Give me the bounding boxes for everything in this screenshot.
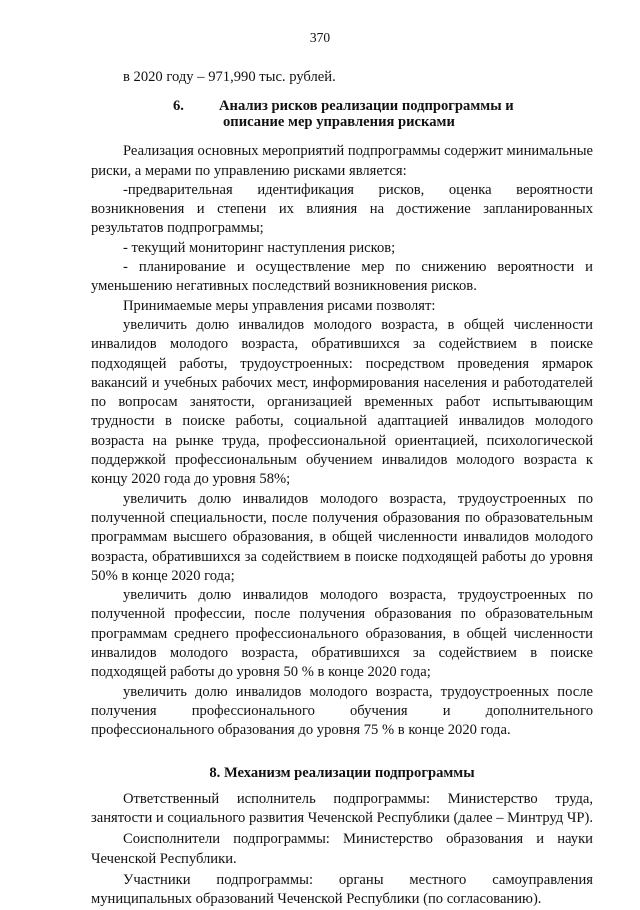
section-6-heading	[91, 98, 593, 130]
section-6-paragraph: - планирование и осуществление мер по снижению вероятности и уменьшению негативных последствий возникновения рисков.	[91, 259, 593, 295]
section-6-paragraph: Реализация основных мероприятий подпрограммы содержит минимальные риски, а мерами по управлению рисками является:	[91, 143, 593, 179]
section-6-title-line1: Анализ рисков реализации подпрограммы и	[219, 98, 514, 115]
intro-line: в 2020 году – 971,990 тыс. рублей.	[123, 69, 336, 85]
section-6-paragraph: увеличить долю инвалидов молодого возраста, трудоустроенных по полученной профессии, после получения образования по образовательным программам среднего профессионального образования, в общей численности инвалидов молодого возраста, обратившихся за содействием в поиске подходящей работы до уровня 50 % в конце 2020 года;	[91, 587, 593, 681]
section-8-heading: 8. Механизм реализации подпрограммы	[209, 764, 475, 781]
section-6-paragraph: увеличить долю инвалидов молодого возраста, трудоустроенных после получения профессионального обучения и дополнительного профессионального образования до уровня 75 % в конце 2020 года.	[91, 683, 593, 739]
page-number: 370	[309, 30, 331, 45]
section-6-paragraph: увеличить долю инвалидов молодого возраста, трудоустроенных по полученной специальности, после получения образования по образовательным программам высшего образования, в общей численности инвалидов молодого возраста, обратившихся за содействием в поиске подходящей работы до уровня 50% в конце 2020 года;	[91, 490, 593, 584]
section-6-number: 6.	[173, 98, 184, 115]
section-6-paragraph: Принимаемые меры управления рисами позволят:	[123, 297, 436, 314]
section-6-paragraph: -предварительная идентификация рисков, оценка вероятности возникновения и степени их влияния на достижение запланированных результатов подпрограммы;	[91, 181, 593, 237]
document-body	[91, 68, 593, 910]
section-6-paragraph: увеличить долю инвалидов молодого возраста, в общей численности инвалидов молодого возраста, обратившихся за содействием в поиске подходящей работы, трудоустроенных: посредством проведения ярмарок вакансий и учебных рабочих мест, информирования населения и работодателей по вопросам занятости, организацией временных работ испытывающим трудности в поиске работы, социальной адаптацией инвалидов молодого возраста на рынке труда, профессиональной ориентацией, психологической поддержкой профессиональным обучением инвалидов молодого возраста к концу 2020 года до уровня 58%;	[91, 316, 593, 488]
section-8-paragraph: Участники подпрограммы: органы местного самоуправления муниципальных образований Чеченской Республики (по согласованию).	[91, 871, 593, 908]
section-6-title-line2: описание мер управления рисками	[223, 114, 455, 131]
section-8-paragraph: Соисполнители подпрограммы: Министерство образования и науки Чеченской Республики.	[91, 831, 593, 867]
section-8-paragraph: Ответственный исполнитель подпрограммы: Министерство труда, занятости и социального развития Чеченской Республики (далее – Минтруд ЧР).	[91, 790, 593, 827]
section-6-paragraph: - текущий мониторинг наступления рисков;	[123, 239, 396, 256]
